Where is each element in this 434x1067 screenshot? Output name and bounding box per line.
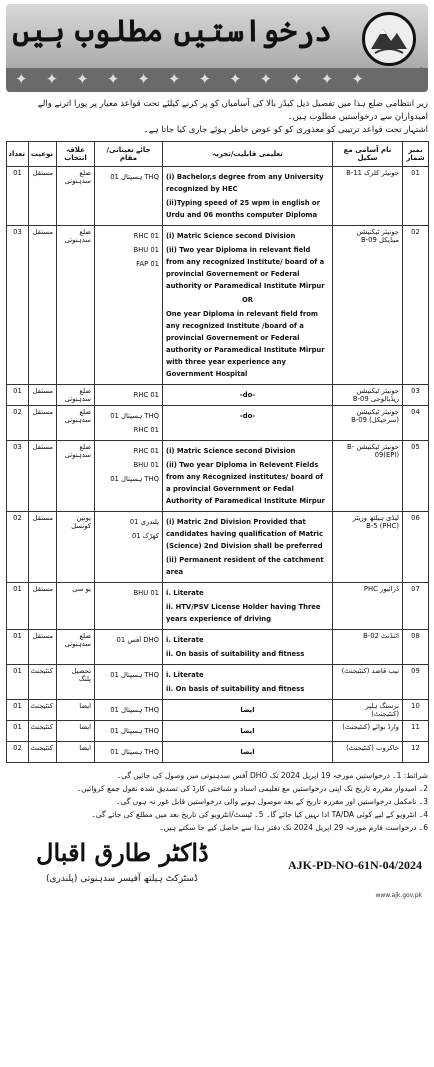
ajk-emblem-icon xyxy=(362,12,416,66)
qualification-line: OR xyxy=(241,296,253,304)
cell-qualification xyxy=(163,721,333,742)
place-line: THQ ہسپتال 01 xyxy=(110,706,159,714)
cell-nature: مستقل xyxy=(29,167,57,226)
maple-leaf-icon: ✦ xyxy=(290,70,303,88)
footnote-line: شرائط: 1۔ درخواستیں مورخہ 19 اپریل 2024 تک DHO آفس سدہنوتی میں وصول کی جائیں گی۔ xyxy=(116,771,428,780)
place-line: THQ ہسپتال 01 xyxy=(110,475,159,483)
signature-block xyxy=(6,838,428,910)
footnote-line: 4۔ انٹرویو کے لیے کوئی TA/DA ادا نہیں کیا جائے گا۔ 5۔ ٹیسٹ/انٹرویو کی تاریخ بعد میں مطلع کی جائے گی۔ xyxy=(91,810,428,819)
cell-area: ایضا xyxy=(57,742,95,763)
cell-post: خاکروب (کنٹیجنٹ) xyxy=(333,742,403,763)
header-banner xyxy=(6,4,428,92)
cell-nature: مستقل xyxy=(29,512,57,583)
cell-qualification xyxy=(163,226,333,385)
qualification-line: i. Literate xyxy=(166,589,204,597)
table-row xyxy=(7,583,429,630)
place-line: THQ ہسپتال 01 xyxy=(110,748,159,756)
cell-serial: 04 xyxy=(403,406,429,441)
maple-leaf-icon: ✦ xyxy=(76,70,89,88)
cell-qualification xyxy=(163,630,333,665)
cell-place xyxy=(95,665,163,700)
cell-qualification xyxy=(163,167,333,226)
cell-place xyxy=(95,441,163,512)
qualification-line: One year Diploma in relevant field from any recognized Institute /board of a provincial Governement or Federal authority or Paramedical Institute Mirpur with three year experience any Government Hospital xyxy=(166,310,325,378)
table-row xyxy=(7,226,429,385)
cell-nature: مستقل xyxy=(29,385,57,406)
cell-area: ضلع سدہنوتی xyxy=(57,167,95,226)
place-line: THQ ہسپتال 01 xyxy=(110,671,159,679)
signer-name: ڈاکٹر طارق اقبال xyxy=(36,838,209,867)
place-line: BHU 01 xyxy=(133,246,159,254)
qualification-line: (i) Bachelor,s degree from any University recognized by HEC xyxy=(166,173,324,193)
cell-area: یو سی xyxy=(57,583,95,630)
cell-serial: 01 xyxy=(403,167,429,226)
table-row xyxy=(7,406,429,441)
cell-place xyxy=(95,721,163,742)
cell-place xyxy=(95,630,163,665)
cell-post: وارڈ بوائے (کنٹیجنٹ) xyxy=(333,721,403,742)
table-row xyxy=(7,742,429,763)
cell-count: 03 xyxy=(7,441,29,512)
cell-area: ضلع سدہنوتی xyxy=(57,406,95,441)
place-line: RHC 01 xyxy=(133,426,159,434)
place-line: پلندری 01 xyxy=(129,518,159,526)
cell-place xyxy=(95,742,163,763)
cell-post: جونیئر ٹیکنیشن (سرجیکل) B-09 xyxy=(333,406,403,441)
cell-count: 02 xyxy=(7,512,29,583)
maple-leaf-icon: ✦ xyxy=(320,70,334,88)
footnote-line: 3۔ نامکمل درخواستیں اور مقررہ تاریخ کے بعد موصول ہونے والی درخواستیں قابل غور نہ ہوں گی۔ xyxy=(116,797,428,806)
cell-nature: کنٹیجنٹ xyxy=(29,742,57,763)
cell-post: جونیئر ٹیکنیشن B-09(EPI) xyxy=(333,441,403,512)
banner-title: درخواستیں مطلوب ہیں xyxy=(12,14,332,49)
cell-count: 01 xyxy=(7,721,29,742)
table-row xyxy=(7,700,429,721)
cell-area: ایضا xyxy=(57,721,95,742)
qualification-line: (ii) Permanent resident of the catchment area xyxy=(166,556,324,576)
maple-leaf-icon: ✦ xyxy=(106,70,120,88)
maple-leaf-icon: ✦ xyxy=(229,70,242,88)
cell-place xyxy=(95,583,163,630)
qualification-line: -do- xyxy=(239,391,256,399)
cell-area: ضلع سدہنوتی xyxy=(57,630,95,665)
qualification-line: i. Literate xyxy=(166,671,204,679)
table-row xyxy=(7,630,429,665)
vacancy-table xyxy=(6,141,429,763)
maple-leaf-icon: ✦ xyxy=(198,70,212,88)
cell-place xyxy=(95,700,163,721)
cell-qualification xyxy=(163,441,333,512)
cell-qualification xyxy=(163,665,333,700)
qualification-line: ایضا xyxy=(240,727,255,735)
terms-conditions xyxy=(6,769,428,834)
cell-serial: 05 xyxy=(403,441,429,512)
cell-serial: 10 xyxy=(403,700,429,721)
header-count: تعداد xyxy=(7,142,29,167)
cell-count: 01 xyxy=(7,630,29,665)
place-line: BHU 01 xyxy=(133,461,159,469)
cell-post: لیڈی ہیلتھ وزیٹر (PHC) B-5 xyxy=(333,512,403,583)
cell-nature: کنٹیجنٹ xyxy=(29,700,57,721)
qualification-line: ii. On basis of suitability and fitness xyxy=(166,685,305,693)
maple-leaf-icon: ✦ xyxy=(45,70,59,88)
cell-post: ڈرائیور PHC xyxy=(333,583,403,630)
table-row xyxy=(7,167,429,226)
cell-qualification xyxy=(163,700,333,721)
cell-count: 02 xyxy=(7,406,29,441)
header-serial: نمبر شمار xyxy=(403,142,429,167)
cell-qualification xyxy=(163,583,333,630)
cell-post: نیب قاصد (کنٹیجنٹ) xyxy=(333,665,403,700)
cell-serial: 07 xyxy=(403,583,429,630)
cell-serial: 08 xyxy=(403,630,429,665)
cell-nature: کنٹیجنٹ xyxy=(29,665,57,700)
cell-count: 01 xyxy=(7,385,29,406)
cell-count: 01 xyxy=(7,700,29,721)
cell-nature: کنٹیجنٹ xyxy=(29,721,57,742)
intro-line: اشتہار تحت قواعد ترتیبی کو معذوری کو کو عوض خاطر ہوئے جاری کیا جاتا ہے۔ xyxy=(143,125,428,135)
cell-area: ایضا xyxy=(57,700,95,721)
place-line: THQ ہسپتال 01 xyxy=(110,412,159,420)
maple-leaf-icon: ✦ xyxy=(167,70,181,88)
header-post: نام آسامی مع سکیل xyxy=(333,142,403,167)
qualification-line: ii. On basis of suitability and fitness xyxy=(166,650,305,658)
cell-qualification xyxy=(163,742,333,763)
intro-line: زیر انتظامی ضلع ہذا میں تفصیل ذیل کیڈر بالا کی آسامیاں کو پر کرنے کیلئے تحت قواعد معیار پر پورا اترنے والے امیدواران سے درخواستیں مطلوب ہیں۔ xyxy=(37,99,428,122)
cell-post: اٹنڈنٹ B-02 xyxy=(333,630,403,665)
table-row xyxy=(7,721,429,742)
cell-serial: 09 xyxy=(403,665,429,700)
qualification-line: ii. HTV/PSV License Holder having Three years experience of driving xyxy=(166,603,321,623)
header-place: جائے تعیناتی/مقام xyxy=(95,142,163,167)
cell-qualification xyxy=(163,385,333,406)
cell-count: 01 xyxy=(7,583,29,630)
cell-area: ضلع سدہنوتی xyxy=(57,385,95,406)
table-header-row xyxy=(7,142,429,167)
maple-leaf-icon: ✦ xyxy=(15,70,28,88)
cell-qualification xyxy=(163,406,333,441)
place-line: FAP 01 xyxy=(136,260,159,268)
intro-text xyxy=(6,98,428,137)
qualification-line: (ii)Typing speed of 25 wpm in english or Urdu and 06 months computer Diploma xyxy=(166,199,320,219)
cell-place xyxy=(95,512,163,583)
cell-area: ضلع سدہنوتی xyxy=(57,226,95,385)
signer-title: ڈسٹرکٹ ہیلتھ آفیسر سدہنوتی (پلندری) xyxy=(46,874,198,884)
qualification-line: (i) Matric 2nd Division Provided that candidates having qualification of Matric (Science) 2nd Division shall be preferred xyxy=(166,518,323,550)
cell-serial: 03 xyxy=(403,385,429,406)
cell-nature: مستقل xyxy=(29,226,57,385)
cell-nature: مستقل xyxy=(29,630,57,665)
cell-post: نرسنگ ہلپر (کنٹیجنٹ) xyxy=(333,700,403,721)
qualification-line: (ii) Two year Diploma in relevant field from any recognized Institute/ board of a provincial Governement or Federal authority or Paramedical Institute Mirpur xyxy=(166,246,325,290)
maple-leaf-strip xyxy=(6,68,428,92)
cell-area: تحصیل پلنگ xyxy=(57,665,95,700)
cell-count: 02 xyxy=(7,742,29,763)
qualification-line: (ii) Two year Diploma in Relevent Fields from any Recognized institutes/ board of a provincial Government or Fedal Authority of Paramedical Institute Mirpur xyxy=(166,461,325,505)
cell-nature: مستقل xyxy=(29,406,57,441)
place-line: RHC 01 xyxy=(133,232,159,240)
cell-serial: 02 xyxy=(403,226,429,385)
cell-place xyxy=(95,226,163,385)
reference-number: AJK-PD-NO-61N-04/2024 xyxy=(288,858,422,872)
table-row xyxy=(7,385,429,406)
place-line: کھڑک 01 xyxy=(131,532,159,540)
cell-count: 01 xyxy=(7,665,29,700)
cell-area: یونین کونسل xyxy=(57,512,95,583)
header-qualification: تعلیمی قابلیت/تجربہ xyxy=(163,142,333,167)
cell-place xyxy=(95,406,163,441)
header-area: علاقہ انتخاب xyxy=(57,142,95,167)
cell-nature: مستقل xyxy=(29,441,57,512)
cell-serial: 06 xyxy=(403,512,429,583)
website-link: www.ajk.gov.pk xyxy=(375,892,422,899)
cell-qualification xyxy=(163,512,333,583)
maple-leaf-icon: ✦ xyxy=(259,70,273,88)
table-row xyxy=(7,665,429,700)
qualification-line: ایضا xyxy=(240,706,255,714)
qualification-line: -do- xyxy=(239,412,256,420)
place-line: BHU 01 xyxy=(133,589,159,597)
cell-post: جونیئر ٹیکنیشن میڈیکل B-09 xyxy=(333,226,403,385)
place-line: RHC 01 xyxy=(133,447,159,455)
cell-post: جونیئر ٹیکنیشن ریڈیالوجی B-09 xyxy=(333,385,403,406)
footnote-line: 6۔ درخواست فارم مورخہ 29 اپریل 2024 تک دفتر ہذا سے حاصل کیے جا سکتے ہیں۔ xyxy=(159,823,428,832)
qualification-line: (i) Matric Science second Division xyxy=(166,447,296,455)
cell-nature: مستقل xyxy=(29,583,57,630)
cell-serial: 11 xyxy=(403,721,429,742)
cell-serial: 12 xyxy=(403,742,429,763)
cell-place xyxy=(95,385,163,406)
cell-count: 01 xyxy=(7,167,29,226)
qualification-line: (i) Matric Science second Division xyxy=(166,232,296,240)
cell-count: 03 xyxy=(7,226,29,385)
place-line: DHO آفس 01 xyxy=(116,636,159,644)
maple-leaf-icon: ✦ xyxy=(137,70,150,88)
table-row xyxy=(7,441,429,512)
cell-area: ضلع سدہنوتی xyxy=(57,441,95,512)
place-line: RHC 01 xyxy=(133,391,159,399)
table-row xyxy=(7,512,429,583)
place-line: THQ ہسپتال 01 xyxy=(110,727,159,735)
cell-place xyxy=(95,167,163,226)
qualification-line: i. Literate xyxy=(166,636,204,644)
qualification-line: ایضا xyxy=(240,748,255,756)
maple-leaf-icon: ✦ xyxy=(351,70,364,88)
footnote-line: 2۔ امیدوار مقررہ تاریخ تک اپنی درخواستیں مع تعلیمی اسناد و شناختی کارڈ کی تصدیق شدہ نقول جمع کروائیں۔ xyxy=(76,784,428,793)
cell-post: جونیئر کلرک B-11 xyxy=(333,167,403,226)
header-nature: نوعیت xyxy=(29,142,57,167)
place-line: THQ ہسپتال 01 xyxy=(110,173,159,181)
